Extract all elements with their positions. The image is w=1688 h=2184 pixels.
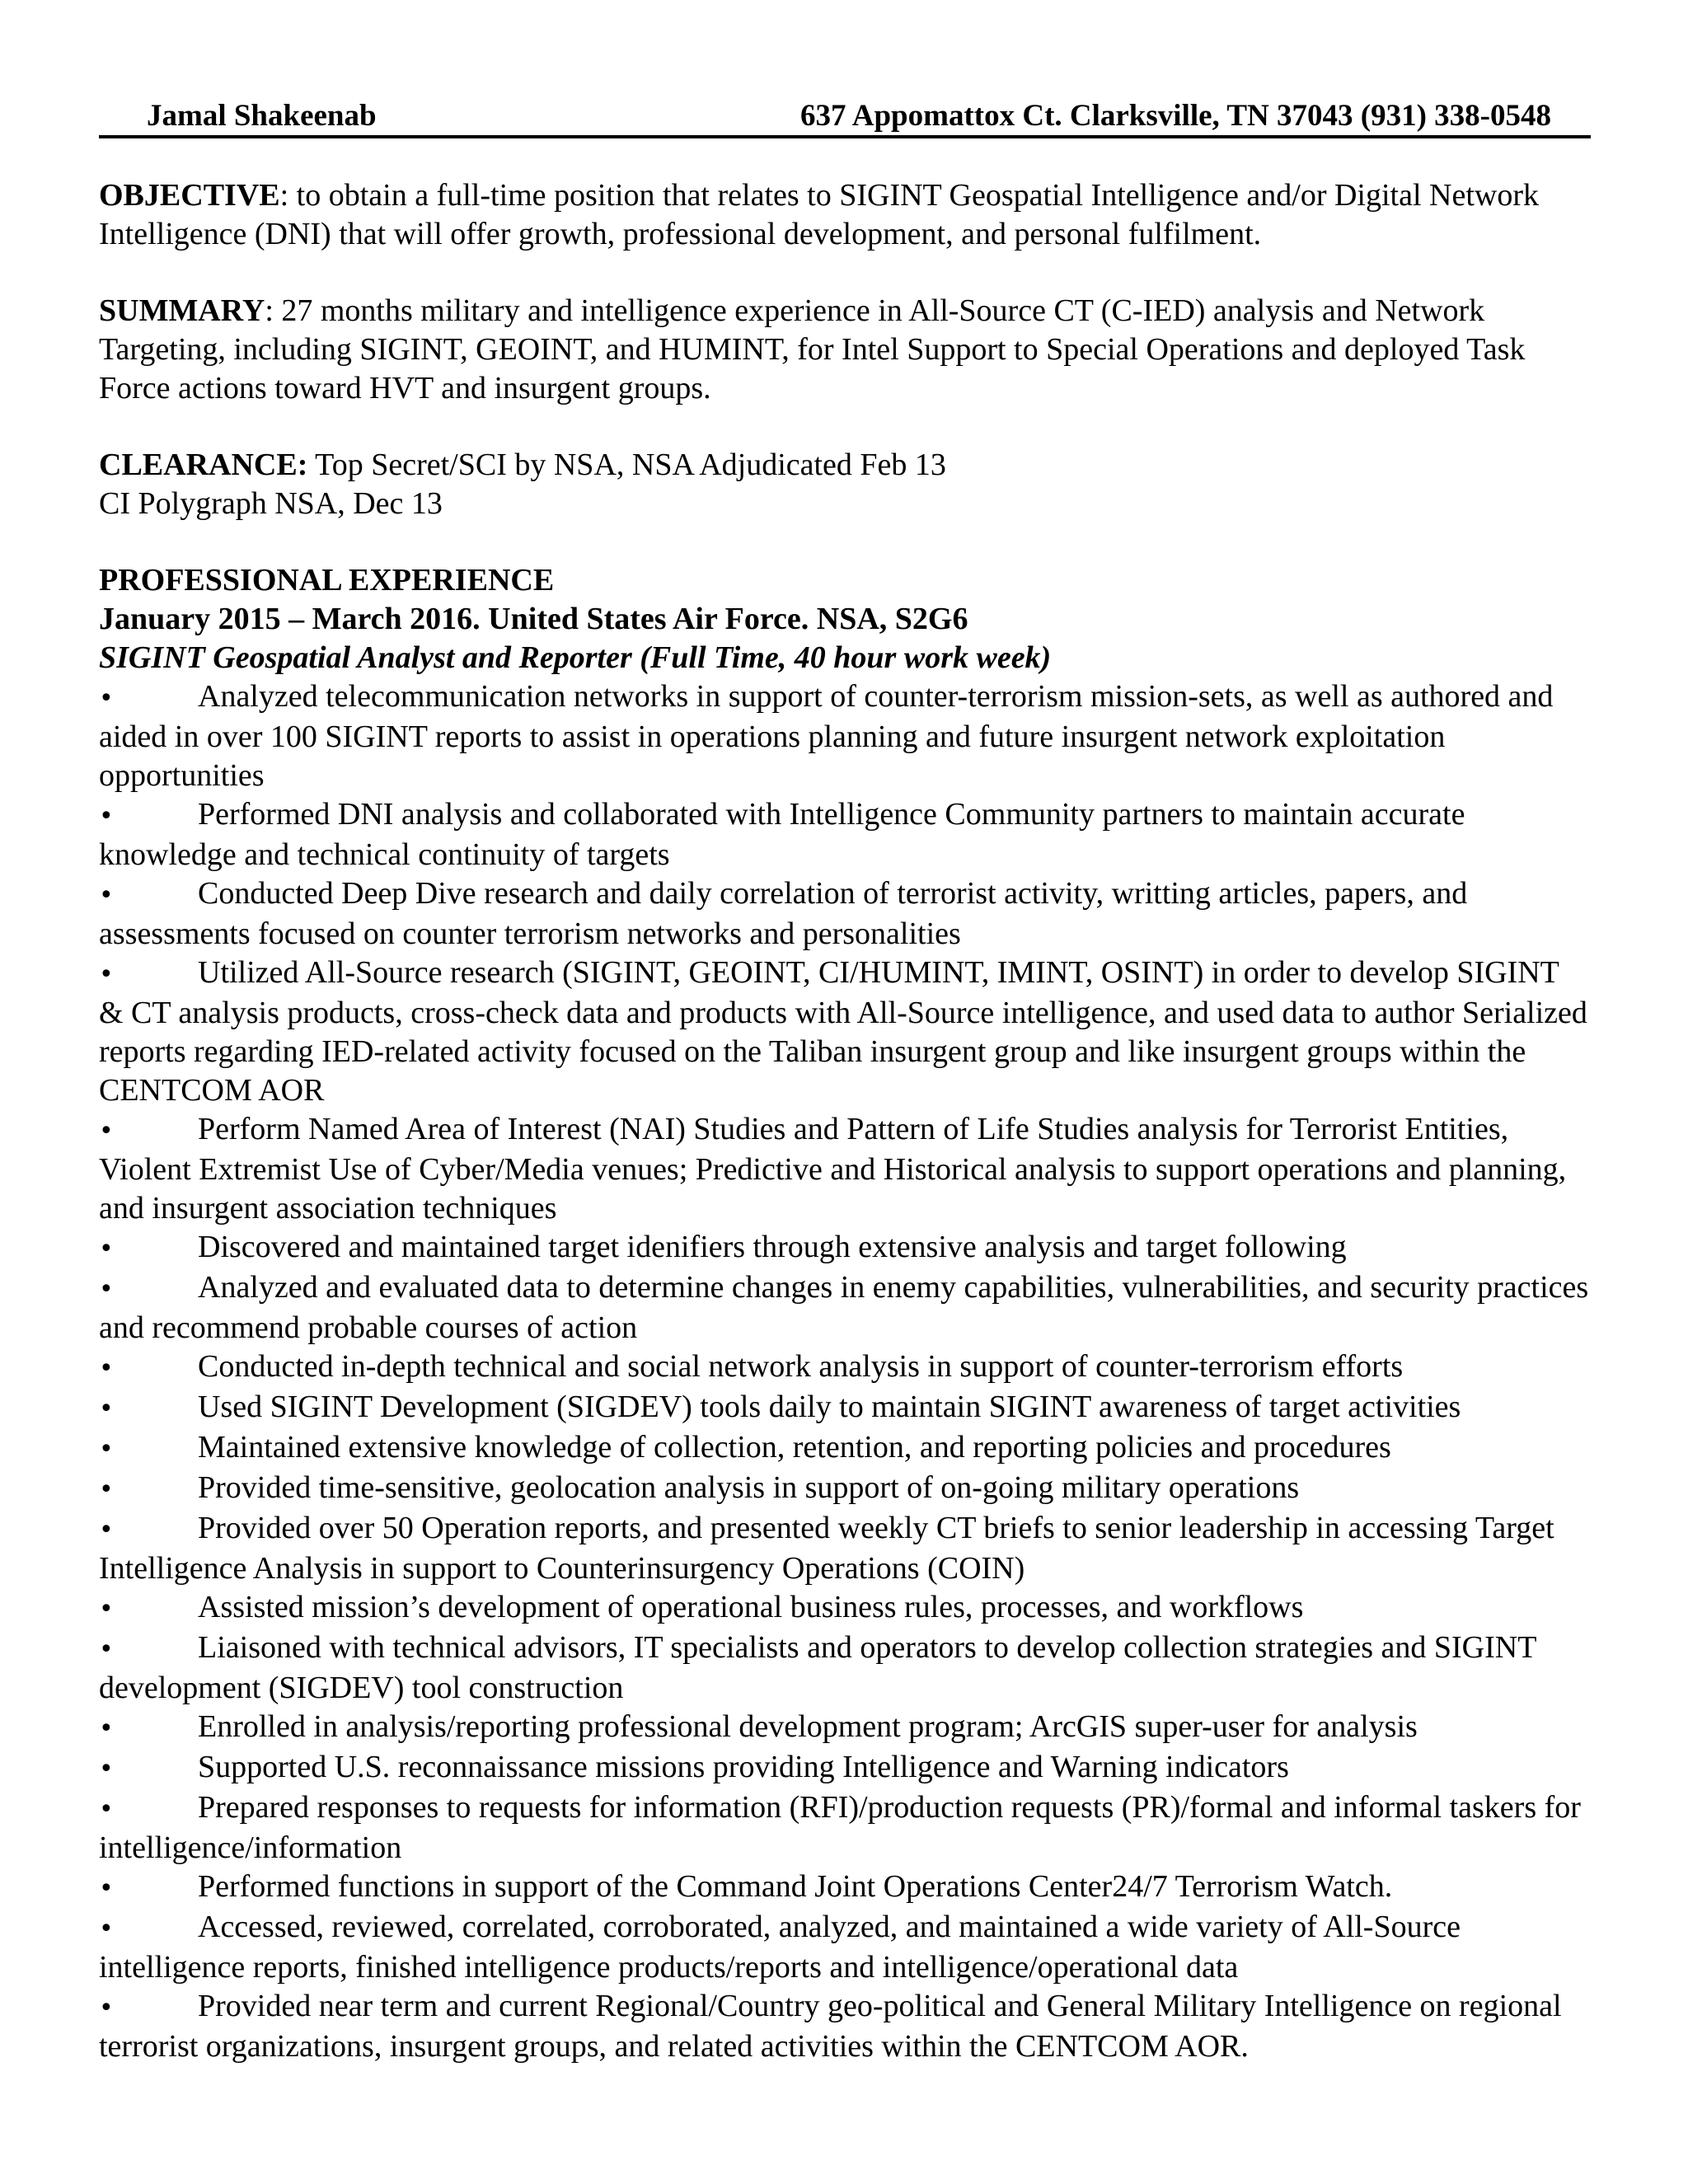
bullet-icon [99, 1868, 198, 1908]
bullet-icon [99, 1908, 198, 1948]
bullet-icon [99, 1428, 198, 1469]
summary-section [99, 292, 1591, 408]
duty-text: Analyzed and evaluated data to determine changes in enemy capabilities, vulnerabilities, and security practices and recommend probable courses of action [99, 1270, 1589, 1345]
duty-text: Performed functions in support of the Command Joint Operations Center24/7 Terrorism Watch. [198, 1869, 1393, 1904]
contact-info: 637 Appomattox Ct. Clarksville, TN 37043 (931) 338-0548 [800, 99, 1551, 133]
bullet-icon [99, 1509, 198, 1549]
duty-text: Maintained extensive knowledge of collection, retention, and reporting policies and procedures [198, 1430, 1391, 1465]
summary-text: : 27 months military and intelligence experience in All-Source CT (C-IED) analysis and Network Targeting, including SIGINT, GEOINT, and HUMINT, for Intel Support to Special Operations and deployed Task Force actions toward HVT and insurgent groups. [99, 293, 1526, 405]
clearance-line-1 [99, 446, 1591, 485]
duty-list-item [99, 1987, 1591, 2066]
duty-text: Supported U.S. reconnaissance missions providing Intelligence and Warning indicators [198, 1750, 1289, 1784]
objective-label: OBJECTIVE [99, 178, 280, 213]
duty-list-item [99, 1629, 1591, 1708]
duty-text: Provided near term and current Regional/Country geo-political and General Military Intelligence on regional terrorist organizations, insurgent groups, and related activities within the CENTCOM AOR. [99, 1989, 1562, 2064]
bullet-icon [99, 1987, 198, 2027]
duty-text: Liaisoned with technical advisors, IT specialists and operators to develop collection strategies and SIGINT development (SIGDEV) tool construction [99, 1630, 1536, 1705]
bullet-icon [99, 1708, 198, 1748]
objective-text: : to obtain a full-time position that relates to SIGINT Geospatial Intelligence and/or Digital Network Intelligence (DNI) that will offer growth, professional development, and personal fulfilment. [99, 178, 1539, 251]
objective-section [99, 176, 1591, 254]
duty-list-item [99, 1908, 1591, 1987]
bullet-icon [99, 1268, 198, 1309]
duty-list-item [99, 795, 1591, 874]
duty-list-item [99, 1588, 1591, 1629]
bullet-icon [99, 1388, 198, 1428]
bullet-icon [99, 1469, 198, 1509]
bullet-icon [99, 677, 198, 718]
duty-list-item [99, 1347, 1591, 1388]
clearance-text: Top Secret/SCI by NSA, NSA Adjudicated Feb 13 [307, 448, 946, 482]
duty-text: Conducted Deep Dive research and daily correlation of terrorist activity, writting articles, papers, and assessments focused on counter terrorism networks and personalities [99, 876, 1468, 951]
duty-text: Analyzed telecommunication networks in support of counter-terrorism mission-sets, as well as authored and aided in over 100 SIGINT reports to assist in operations planning and future insurgent network exploitation opportunities [99, 679, 1554, 793]
duty-text: Provided over 50 Operation reports, and presented weekly CT briefs to senior leadership in accessing Target Intelligence Analysis in support to Counterinsurgency Operations (COIN) [99, 1511, 1554, 1586]
duty-text: Discovered and maintained target idenifiers through extensive analysis and target following [198, 1230, 1347, 1264]
duty-text: Prepared responses to requests for information (RFI)/production requests (PR)/formal and informal taskers for intelligence/information [99, 1790, 1581, 1865]
duty-list-item [99, 1428, 1591, 1469]
duty-text: Conducted in-depth technical and social network analysis in support of counter-terrorism efforts [198, 1349, 1404, 1384]
summary-label: SUMMARY [99, 293, 265, 328]
bullet-icon [99, 1788, 198, 1829]
duty-text: Used SIGINT Development (SIGDEV) tools daily to maintain SIGINT awareness of target activities [198, 1390, 1461, 1424]
duty-list-item [99, 1708, 1591, 1748]
duty-text: Performed DNI analysis and collaborated with Intelligence Community partners to maintain accurate knowledge and technical continuity of targets [99, 797, 1465, 872]
resume-header [99, 97, 1591, 138]
duty-list-item [99, 677, 1591, 795]
clearance-label: CLEARANCE: [99, 448, 308, 482]
candidate-name: Jamal Shakeenab [147, 99, 377, 133]
duty-list-item [99, 1788, 1591, 1868]
bullet-icon [99, 1228, 198, 1268]
duty-text: Utilized All-Source research (SIGINT, GEOINT, CI/HUMINT, IMINT, OSINT) in order to develop SIGINT & CT analysis products, cross-check data and products with All-Source intelligence, and used data to author Serialized reports regarding IED-related activity focused on the Taliban insurgent group and like insurgent groups within the CENTCOM AOR [99, 955, 1587, 1108]
bullet-icon [99, 1629, 198, 1669]
duty-list-item [99, 954, 1591, 1110]
bullet-icon [99, 874, 198, 915]
clearance-section [99, 446, 1591, 523]
experience-heading: PROFESSIONAL EXPERIENCE [99, 563, 555, 598]
duty-text: Perform Named Area of Interest (NAI) Studies and Pattern of Life Studies analysis for Terrorist Entities, Violent Extremist Use of Cyber/Media venues; Predictive and Historical analysis to support operations and planning, and insurgent association techniques [99, 1112, 1567, 1226]
duty-list-item [99, 874, 1591, 954]
bullet-icon [99, 1748, 198, 1788]
duty-text: Assisted mission’s development of operational business rules, processes, and workflows [198, 1590, 1304, 1624]
bullet-icon [99, 1110, 198, 1151]
duty-list-item [99, 1268, 1591, 1347]
duty-list-item [99, 1388, 1591, 1428]
bullet-icon [99, 954, 198, 994]
duty-list [99, 677, 1591, 2066]
experience-section [99, 561, 1591, 2066]
duty-list-item [99, 1228, 1591, 1268]
bullet-icon [99, 795, 198, 836]
duty-list-item [99, 1868, 1591, 1908]
duty-list-item [99, 1110, 1591, 1228]
clearance-line-2: CI Polygraph NSA, Dec 13 [99, 486, 443, 521]
bullet-icon [99, 1588, 198, 1629]
duty-text: Enrolled in analysis/reporting professional development program; ArcGIS super-user for analysis [198, 1709, 1418, 1744]
duty-list-item [99, 1748, 1591, 1788]
duty-text: Provided time-sensitive, geolocation analysis in support of on-going military operations [198, 1470, 1300, 1505]
job-title: SIGINT Geospatial Analyst and Reporter (Full Time, 40 hour work week) [99, 640, 1052, 675]
duty-list-item [99, 1469, 1591, 1509]
duty-list-item [99, 1509, 1591, 1588]
duty-text: Accessed, reviewed, correlated, corroborated, analyzed, and maintained a wide variety of All-Source intelligence reports, finished intelligence products/reports and intelligence/operational data [99, 1910, 1461, 1985]
bullet-icon [99, 1347, 198, 1388]
job-dates-employer: January 2015 – March 2016. United States Air Force. NSA, S2G6 [99, 602, 968, 636]
